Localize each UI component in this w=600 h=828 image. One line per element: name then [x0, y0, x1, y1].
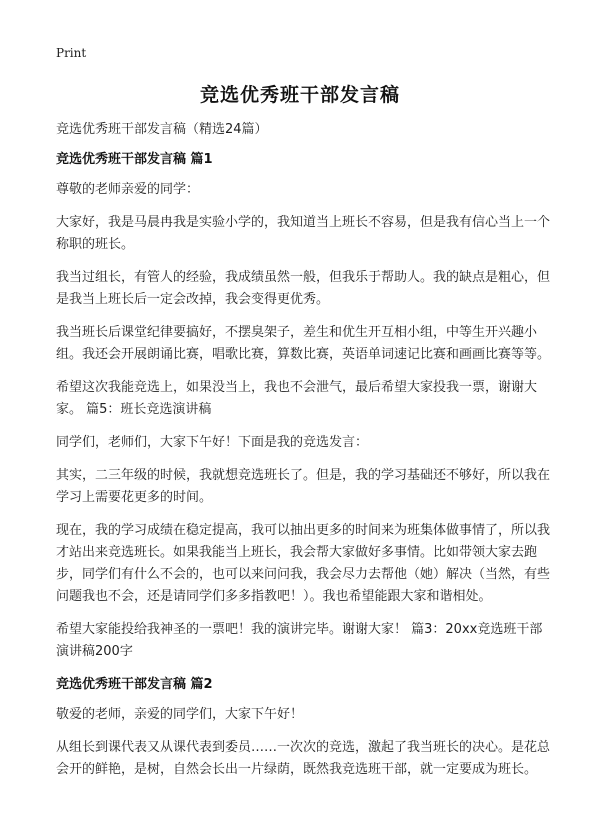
paragraph: 其实，二三年级的时候，我就想竞选班长了。但是，我的学习基础还不够好，所以我在学习上需要花更多的时间。	[56, 468, 551, 505]
paragraph: 同学们，老师们，大家下午好！下面是我的竞选发言：	[56, 435, 369, 450]
paragraph: 从组长到课代表又从课代表到委员……一次次的竞选，激起了我当班长的决心。是花总会开的鲜艳，是树，自然会长出一片绿荫，既然我竞选班干部，就一定要成为班长。	[56, 740, 551, 777]
paragraph: 我当过组长，有管人的经验，我成绩虽然一般，但我乐于帮助人。我的缺点是粗心，但是我当上班长后一定会改掉，我会变得更优秀。	[56, 270, 551, 307]
paragraph: 希望大家能投给我神圣的一票吧！我的演讲完毕。谢谢大家！ 篇3：20xx竞选班干部演讲稿200字	[56, 622, 543, 659]
section-1	[56, 149, 550, 663]
section-heading: 竞选优秀班干部发言稿 篇2	[56, 677, 213, 692]
page-title: 竞选优秀班干部发言稿	[199, 84, 400, 106]
print-link[interactable]: Print	[56, 46, 87, 60]
paragraph: 我当班长后课堂纪律要搞好，不摆臭架子，差生和优生开互相小组，中等生开兴趣小组。我还会开展朗诵比赛，唱歌比赛，算数比赛，英语单词速记比赛和画画比赛等等。	[56, 325, 551, 362]
section-2	[56, 674, 550, 781]
section-heading: 竞选优秀班干部发言稿 篇1	[56, 152, 213, 167]
paragraph: 大家好，我是马晨冉我是实验小学的，我知道当上班长不容易，但是我有信心当上一个称职的班长。	[56, 215, 551, 252]
paragraph: 敬爱的老师，亲爱的同学们，大家下午好！	[56, 707, 304, 722]
paragraph: 尊敬的老师亲爱的同学：	[56, 182, 200, 197]
paragraph: 现在，我的学习成绩在稳定提高，我可以抽出更多的时间来为班集体做事情了，所以我才站出来竞选班长。如果我能当上班长，我会帮大家做好多事情。比如带领大家去跑步，同学们有什么不会的，也可以来问问我，我会尽力去帮他（她）解决（当然，有些问题我也不会，还是请同学们多多指教吧！）。我也希望能跟大家和谐相处。	[56, 523, 551, 604]
document-subtitle: 竞选优秀班干部发言稿（精选24篇）	[56, 122, 268, 137]
document-body	[56, 119, 550, 792]
paragraph: 希望这次我能竞选上，如果没当上，我也不会泄气，最后希望大家投我一票，谢谢大家。 篇5：班长竞选演讲稿	[56, 380, 538, 417]
